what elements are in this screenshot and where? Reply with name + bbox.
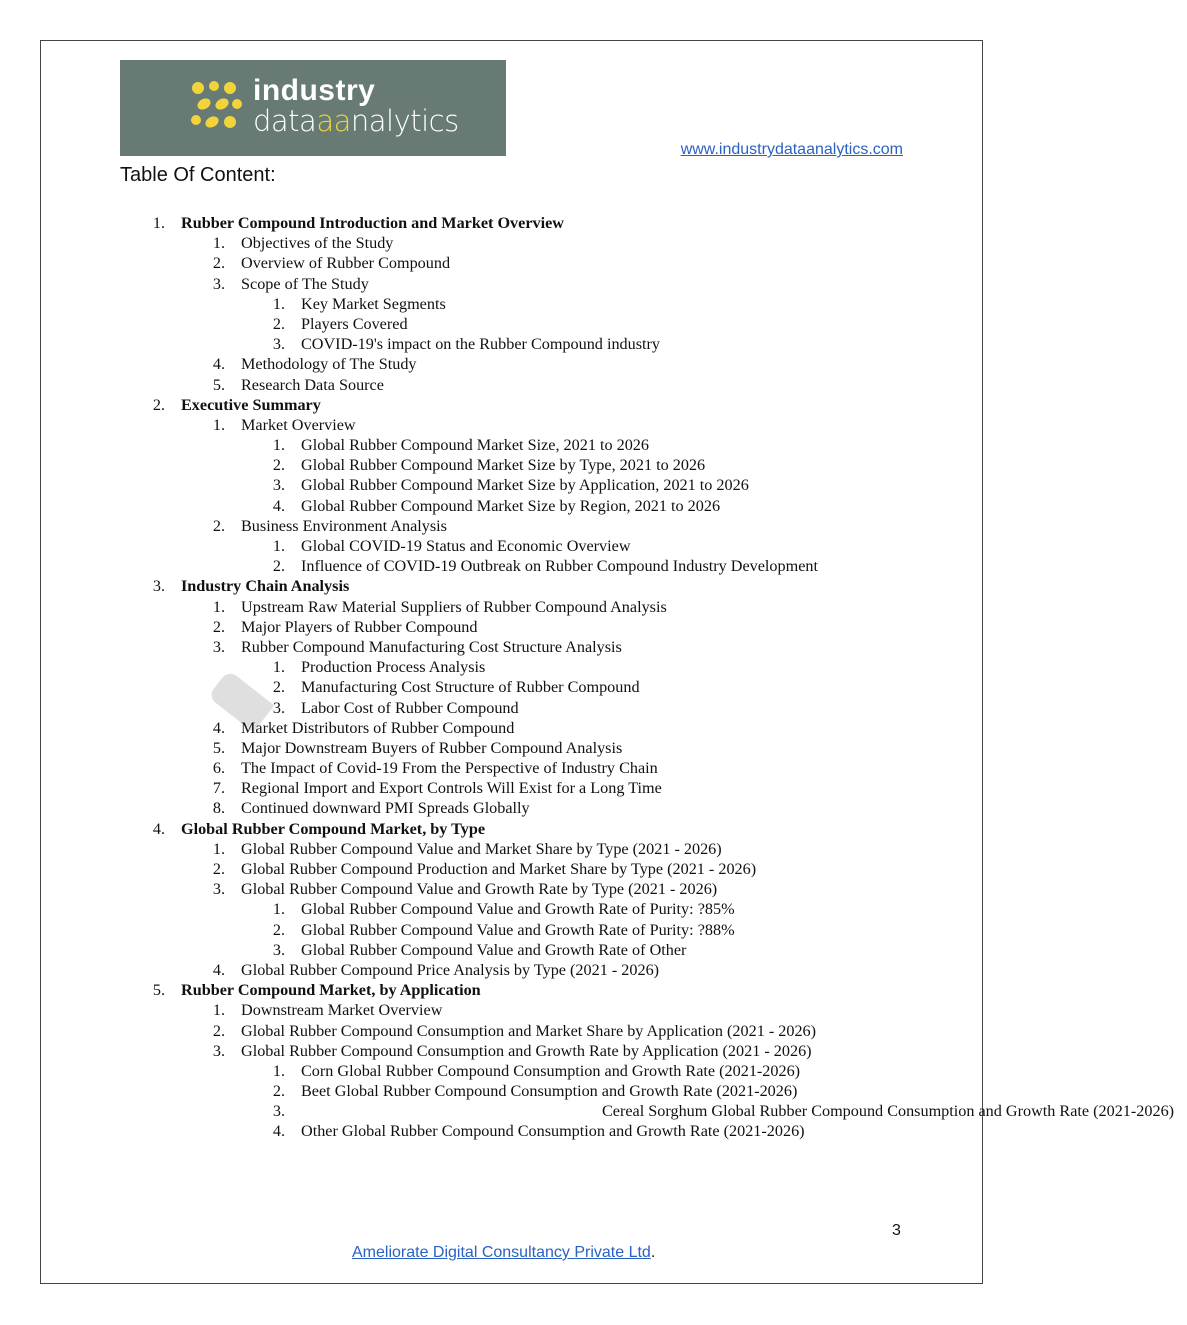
toc-item[interactable] bbox=[0, 698, 1024, 718]
toc-item-label: Market Distributors of Rubber Compound bbox=[241, 718, 515, 737]
toc-item-label: Global Rubber Compound Market Size, 2021 to 2026 bbox=[301, 436, 649, 455]
toc-item-number: 1. bbox=[272, 658, 285, 677]
toc-item-number: 2. bbox=[272, 920, 285, 939]
toc-item-number: 4. bbox=[152, 819, 165, 838]
toc-item[interactable] bbox=[0, 819, 1024, 839]
toc-item-label: Influence of COVID-19 Outbreak on Rubber Compound Industry Development bbox=[301, 557, 818, 576]
toc-item-number: 2. bbox=[152, 395, 165, 414]
toc-item-label: Global Rubber Compound Value and Growth Rate of Purity: ?88% bbox=[301, 920, 735, 939]
toc-item-number: 3. bbox=[212, 1041, 225, 1060]
toc-item-label: Downstream Market Overview bbox=[241, 1001, 443, 1020]
toc-item-number: 1. bbox=[272, 1061, 285, 1080]
toc-item-label: COVID-19's impact on the Rubber Compound industry bbox=[301, 335, 661, 354]
toc-item-number: 1. bbox=[212, 1001, 225, 1020]
toc-item-label: Players Covered bbox=[301, 314, 408, 333]
toc-item-number: 4. bbox=[272, 496, 285, 515]
company-link[interactable]: Ameliorate Digital Consultancy Private Ltd bbox=[352, 1244, 651, 1261]
toc-item-label: Upstream Raw Material Suppliers of Rubber Compound Analysis bbox=[241, 597, 667, 616]
toc-item-label: Global Rubber Compound Value and Market Share by Type (2021 - 2026) bbox=[241, 839, 722, 858]
toc-item-label: Global Rubber Compound Market Size by Type, 2021 to 2026 bbox=[301, 456, 706, 475]
toc-item[interactable] bbox=[0, 1000, 1024, 1020]
toc-item-number: 6. bbox=[212, 759, 225, 778]
toc-item-number: 5. bbox=[212, 375, 225, 394]
toc-item-label: Global Rubber Compound Market Size by Application, 2021 to 2026 bbox=[301, 476, 749, 495]
toc-item-number: 4. bbox=[212, 960, 225, 979]
toc-item-label: Corn Global Rubber Compound Consumption and Growth Rate (2021-2026) bbox=[301, 1061, 801, 1080]
toc-item[interactable] bbox=[0, 677, 1024, 697]
toc-item-number: 2. bbox=[272, 456, 285, 475]
toc-item-label: Major Downstream Buyers of Rubber Compound Analysis bbox=[241, 738, 623, 757]
toc-item-number: 7. bbox=[212, 779, 225, 798]
toc-item-number: 1. bbox=[212, 597, 225, 616]
toc-item-label: Other Global Rubber Compound Consumption and Growth Rate (2021-2026) bbox=[301, 1122, 805, 1141]
toc-item-label: Business Environment Analysis bbox=[241, 516, 447, 535]
toc-item[interactable] bbox=[0, 475, 1024, 495]
toc-item[interactable] bbox=[0, 1121, 1024, 1141]
toc-item-label: Labor Cost of Rubber Compound bbox=[301, 698, 519, 717]
toc-item-number: 2. bbox=[212, 516, 225, 535]
toc-item-number: 2. bbox=[212, 254, 225, 273]
toc-item[interactable] bbox=[0, 859, 1024, 879]
toc-item-number: 3. bbox=[272, 940, 285, 959]
toc-item-number: 2. bbox=[212, 860, 225, 878]
toc-item-label: Global Rubber Compound Consumption and Market Share by Application (2021 - 2026) bbox=[241, 1021, 817, 1040]
toc-item-label: Global Rubber Compound Value and Growth Rate by Type (2021 - 2026) bbox=[241, 880, 718, 899]
toc-item[interactable] bbox=[0, 839, 1024, 859]
toc-item[interactable] bbox=[0, 738, 1024, 758]
toc-item[interactable] bbox=[0, 435, 1024, 455]
toc-item-label: Global Rubber Compound Market, by Type bbox=[181, 819, 486, 838]
toc-item-number: 3. bbox=[212, 880, 225, 899]
toc-item[interactable] bbox=[0, 798, 1024, 818]
toc-item-label: Global Rubber Compound Production and Market Share by Type (2021 - 2026) bbox=[241, 860, 757, 878]
toc-item-label: Research Data Source bbox=[241, 375, 384, 394]
toc-item[interactable] bbox=[0, 637, 1024, 657]
company-logo[interactable] bbox=[120, 60, 506, 156]
toc-item[interactable] bbox=[0, 758, 1024, 778]
toc-item[interactable] bbox=[0, 536, 1024, 556]
toc-item-label: Global Rubber Compound Market Size by Region, 2021 to 2026 bbox=[301, 496, 721, 515]
toc-item-label: Rubber Compound Introduction and Market Overview bbox=[181, 214, 564, 232]
toc-item[interactable] bbox=[0, 1101, 1175, 1121]
toc-item[interactable] bbox=[0, 556, 1024, 576]
toc-item-number: 1. bbox=[272, 900, 285, 919]
toc-item-number: 1. bbox=[212, 839, 225, 858]
toc-item-number: 1. bbox=[212, 415, 225, 434]
toc-item-number: 2. bbox=[212, 1021, 225, 1040]
toc-item-label: Objectives of the Study bbox=[241, 234, 394, 253]
toc-item-number: 5. bbox=[152, 981, 165, 1000]
footer-company: Ameliorate Digital Consultancy Private Ltd. bbox=[352, 1244, 656, 1261]
toc-item[interactable] bbox=[0, 213, 1024, 233]
toc-item[interactable] bbox=[0, 334, 1024, 354]
toc-item-number: 1. bbox=[212, 234, 225, 253]
toc-item[interactable] bbox=[0, 375, 1024, 395]
toc-item[interactable] bbox=[0, 576, 1024, 596]
toc-item-number: 3. bbox=[272, 335, 285, 354]
toc-item[interactable] bbox=[0, 395, 1024, 415]
toc-item-label: Rubber Compound Manufacturing Cost Structure Analysis bbox=[241, 637, 622, 656]
toc-item-label: Global Rubber Compound Value and Growth Rate of Other bbox=[301, 940, 687, 959]
toc-item-number: 4. bbox=[212, 718, 225, 737]
page-number: 3 bbox=[892, 1222, 901, 1239]
toc-item[interactable] bbox=[0, 415, 1024, 435]
toc-item-label: Continued downward PMI Spreads Globally bbox=[241, 799, 530, 818]
toc-item-label: Executive Summary bbox=[181, 395, 321, 414]
toc-item-label: Global COVID-19 Status and Economic Overview bbox=[301, 537, 631, 555]
logo-dots-icon bbox=[190, 80, 244, 134]
toc-item-number: 4. bbox=[212, 355, 225, 374]
toc-item[interactable] bbox=[0, 980, 1024, 1000]
toc-item-number: 3. bbox=[272, 1102, 285, 1121]
toc-item[interactable] bbox=[0, 718, 1024, 738]
toc-item-label: Methodology of The Study bbox=[241, 355, 417, 374]
toc-item[interactable] bbox=[0, 314, 1024, 334]
toc-item-label: Major Players of Rubber Compound bbox=[241, 617, 478, 636]
toc-item-number: 2. bbox=[272, 1082, 285, 1101]
toc-item[interactable] bbox=[0, 354, 1024, 374]
toc-item-number: 2. bbox=[272, 678, 285, 697]
toc-title: Table Of Content: bbox=[120, 164, 276, 186]
toc-item-label: Regional Import and Export Controls Will Exist for a Long Time bbox=[241, 779, 662, 798]
website-link[interactable]: www.industrydataanalytics.com bbox=[680, 141, 903, 158]
toc-item[interactable] bbox=[0, 1061, 1024, 1081]
toc-item[interactable] bbox=[0, 455, 1024, 475]
toc-item[interactable] bbox=[0, 233, 1024, 253]
toc-item-number: 3. bbox=[212, 274, 225, 293]
toc-item[interactable] bbox=[0, 253, 1024, 273]
toc-item-number: 3. bbox=[272, 698, 285, 717]
table-of-contents bbox=[0, 213, 1175, 1142]
toc-item-number: 8. bbox=[212, 799, 225, 818]
toc-item[interactable] bbox=[0, 294, 1024, 314]
toc-item-label: Beet Global Rubber Compound Consumption and Growth Rate (2021-2026) bbox=[301, 1082, 798, 1101]
toc-item[interactable] bbox=[0, 274, 1024, 294]
toc-item-label: Key Market Segments bbox=[301, 294, 446, 313]
toc-item-number: 2. bbox=[272, 314, 285, 333]
toc-item-number: 5. bbox=[212, 738, 225, 757]
toc-item-label: Global Rubber Compound Price Analysis by Type (2021 - 2026) bbox=[241, 960, 660, 979]
toc-item[interactable] bbox=[0, 920, 1024, 940]
toc-item[interactable] bbox=[0, 940, 1024, 960]
toc-item-number: 2. bbox=[272, 557, 285, 576]
toc-item-label: Overview of Rubber Compound bbox=[241, 254, 451, 273]
toc-item[interactable] bbox=[0, 516, 1024, 536]
toc-item-label: Production Process Analysis bbox=[301, 658, 486, 677]
toc-item[interactable] bbox=[0, 960, 1024, 980]
toc-item[interactable] bbox=[0, 657, 1024, 677]
toc-item-label: Rubber Compound Market, by Application bbox=[181, 981, 481, 1000]
toc-item-number: 1. bbox=[272, 294, 285, 313]
toc-item-number: 3. bbox=[272, 476, 285, 495]
toc-item-label: Market Overview bbox=[241, 415, 356, 434]
toc-item[interactable] bbox=[0, 496, 1024, 516]
toc-item[interactable] bbox=[0, 1021, 1024, 1041]
toc-item-label: Manufacturing Cost Structure of Rubber Compound bbox=[301, 678, 640, 697]
toc-item-number: 3. bbox=[212, 637, 225, 656]
toc-item-label: Industry Chain Analysis bbox=[181, 577, 350, 596]
toc-item[interactable] bbox=[0, 1041, 1024, 1061]
toc-item[interactable] bbox=[0, 778, 1024, 798]
toc-item-number: 2. bbox=[212, 617, 225, 636]
toc-item[interactable] bbox=[0, 617, 1024, 637]
toc-item-label: Scope of The Study bbox=[241, 274, 369, 293]
logo-text-dataanalytics: dataaanalytics bbox=[253, 104, 459, 138]
toc-item[interactable] bbox=[0, 899, 1024, 919]
toc-item-number: 3. bbox=[152, 577, 165, 596]
toc-item-label: Cereal Sorghum Global Rubber Compound Consumption and Growth Rate (2021-2026) bbox=[602, 1102, 1175, 1121]
toc-item-label: Global Rubber Compound Value and Growth Rate of Purity: ?85% bbox=[301, 900, 735, 919]
toc-item-number: 1. bbox=[272, 436, 285, 455]
toc-item-number: 4. bbox=[272, 1122, 285, 1141]
logo-text-industry: industry bbox=[253, 74, 376, 107]
toc-item-label: The Impact of Covid-19 From the Perspective of Industry Chain bbox=[241, 759, 658, 778]
toc-item[interactable] bbox=[0, 879, 1024, 899]
toc-item-number: 1. bbox=[272, 537, 285, 555]
toc-item-label: Global Rubber Compound Consumption and Growth Rate by Application (2021 - 2026) bbox=[241, 1041, 812, 1060]
toc-item-number: 1. bbox=[152, 214, 165, 232]
toc-item[interactable] bbox=[0, 1081, 1024, 1101]
toc-item[interactable] bbox=[0, 597, 1024, 617]
